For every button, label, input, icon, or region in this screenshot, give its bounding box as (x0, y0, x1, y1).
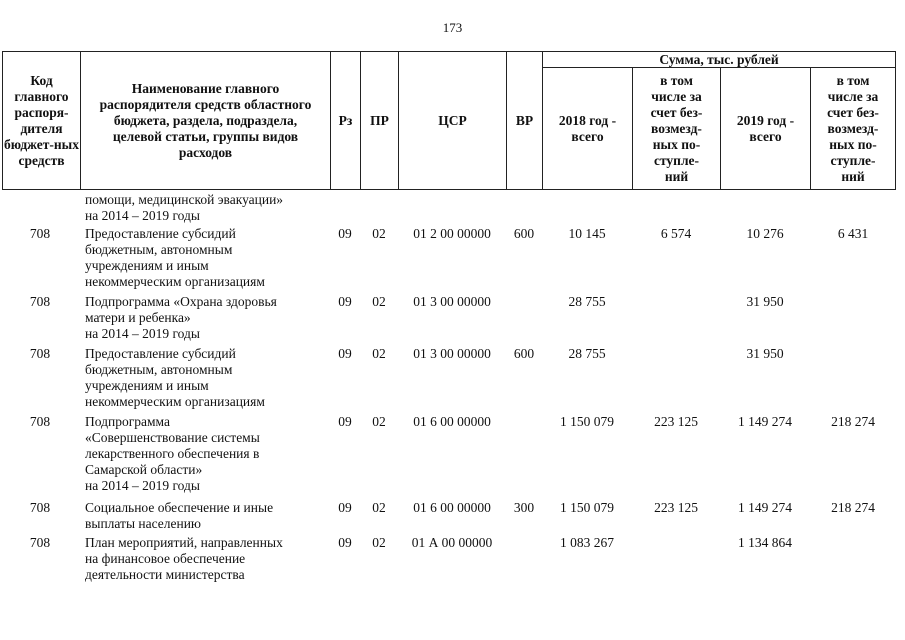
row-csr: 01 2 00 00000 (413, 226, 491, 241)
header-code: Код главного распоря-дителя бюджет-ных средств (4, 72, 79, 168)
row-rz: 09 (338, 414, 352, 429)
row-name: Социальное обеспечение и иные выплаты населению (85, 500, 274, 531)
row-code: 708 (29, 535, 51, 550)
row-rz: 09 (338, 346, 352, 361)
page-number: 173 (442, 20, 463, 35)
row-vr: 300 (513, 500, 535, 515)
row-sum-2019: 1 149 274 (738, 500, 792, 515)
header-name: Наименование главного распорядителя средств областного бюджета, раздела, подраздела, целевой статьи, группы видов расходов (99, 80, 312, 160)
row-sum-2019: 31 950 (746, 346, 784, 361)
row-sum-2018: 1 150 079 (560, 500, 614, 515)
row-vr: 600 (513, 346, 535, 361)
row-pr: 02 (372, 535, 386, 550)
row-pr: 02 (372, 226, 386, 241)
row-sum-2018: 28 755 (568, 346, 606, 361)
row-vr: 600 (513, 226, 535, 241)
header-incl-2019: в том числе за счет без-возмезд-ных по-ступле-ний (827, 72, 879, 184)
row-rz: 09 (338, 535, 352, 550)
row-sum-2019: 1 134 864 (738, 535, 792, 550)
row-csr: 01 3 00 00000 (413, 346, 491, 361)
row-name: Предоставление субсидий бюджетным, автономным учреждениям и иным некоммерческим организациям (85, 226, 265, 289)
row-name: Подпрограмма «Охрана здоровья матери и ребенка» на 2014 – 2019 годы (85, 294, 277, 341)
row-rz: 09 (338, 500, 352, 515)
header-sum-2019: 2019 год - всего (736, 112, 795, 144)
row-name: План мероприятий, направленных на финансовое обеспечение деятельности министерства (85, 535, 283, 582)
row-incl-2018: 6 574 (660, 226, 692, 241)
header-sum-2018: 2018 год - всего (558, 112, 617, 144)
row-incl-2019: 218 274 (831, 414, 875, 429)
row-csr: 01 6 00 00000 (413, 500, 491, 515)
row-code: 708 (29, 500, 51, 515)
row-pr: 02 (372, 414, 386, 429)
row-name: Подпрограмма «Совершенствование системы лекарственного обеспечения в Самарской области» на 2014 – 2019 годы (85, 414, 260, 493)
row-pr: 02 (372, 346, 386, 361)
row-sum-2019: 10 276 (746, 226, 784, 241)
row-rz: 09 (338, 226, 352, 241)
row-sum-2018: 28 755 (568, 294, 606, 309)
row-code: 708 (29, 346, 51, 361)
row-name: Предоставление субсидий бюджетным, автономным учреждениям и иным некоммерческим организациям (85, 346, 265, 409)
row-csr: 01 6 00 00000 (413, 414, 491, 429)
header-rz: Рз (338, 112, 353, 128)
header-csr: ЦСР (438, 112, 467, 128)
header-incl-2018: в том числе за счет без-возмезд-ных по-ступле-ний (650, 72, 703, 184)
row-sum-2019: 31 950 (746, 294, 784, 309)
row-sum-2018: 10 145 (568, 226, 606, 241)
row-incl-2019: 218 274 (831, 500, 875, 515)
row-sum-2018: 1 150 079 (560, 414, 614, 429)
row-csr: 01 3 00 00000 (413, 294, 491, 309)
row-pr: 02 (372, 294, 386, 309)
row-incl-2018: 223 125 (654, 500, 698, 515)
row-csr: 01 А 00 00000 (411, 535, 493, 550)
row-incl-2018: 223 125 (654, 414, 698, 429)
row-code: 708 (29, 226, 51, 241)
header-pr: ПР (370, 112, 389, 128)
row-sum-2019: 1 149 274 (738, 414, 792, 429)
row-name: помощи, медицинской эвакуации» на 2014 – 2019 годы (85, 192, 284, 223)
header-sum-group: Сумма, тыс. рублей (659, 51, 779, 67)
row-pr: 02 (372, 500, 386, 515)
row-sum-2018: 1 083 267 (560, 535, 614, 550)
row-code: 708 (29, 294, 51, 309)
header-vr: ВР (515, 112, 534, 128)
row-rz: 09 (338, 294, 352, 309)
row-code: 708 (29, 414, 51, 429)
row-incl-2019: 6 431 (837, 226, 869, 241)
